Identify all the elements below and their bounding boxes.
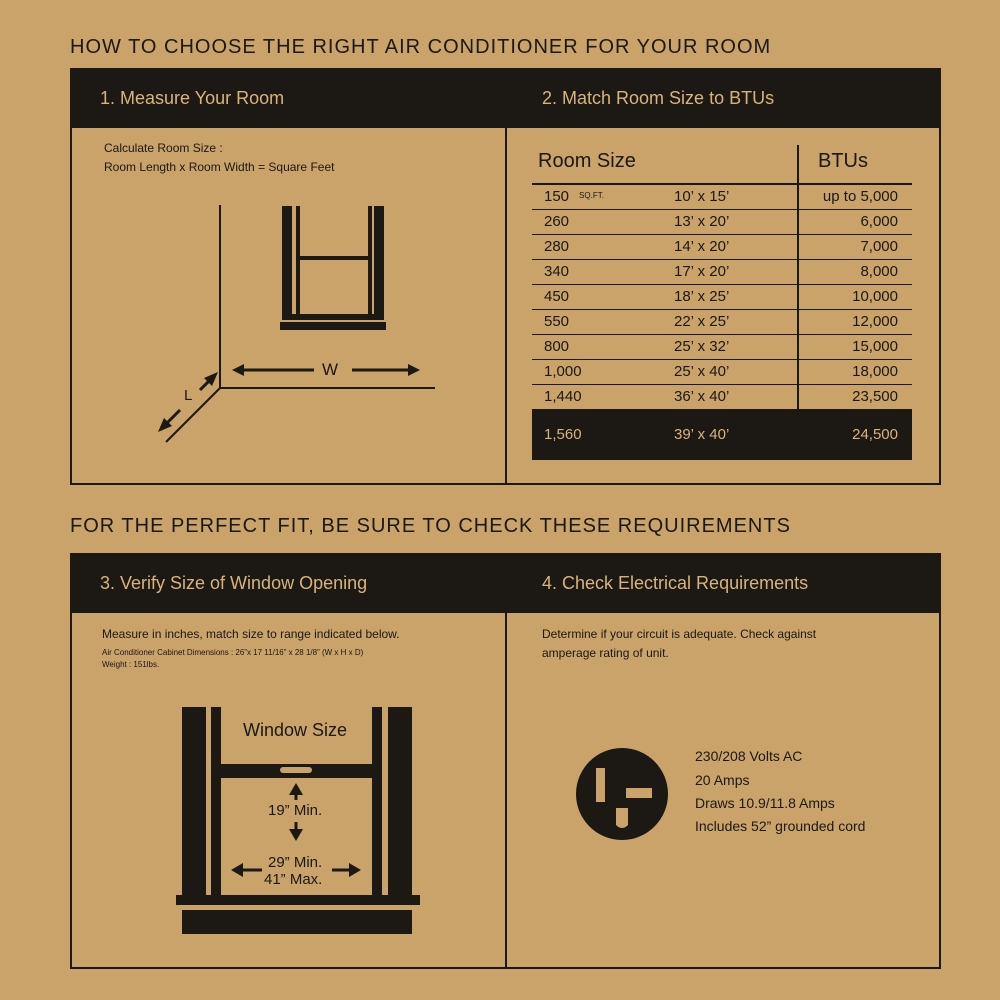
row-dims: 22’ x 25’: [674, 313, 730, 330]
measure-instructions: Measure in inches, match size to range indicated below.: [102, 627, 400, 641]
row-btu: 7,000: [860, 238, 898, 255]
spec-amps: 20 Amps: [695, 772, 750, 788]
panel2-title: 2. Match Room Size to BTUs: [542, 88, 775, 108]
calc-room-size-label: Calculate Room Size :: [104, 141, 223, 155]
row-dims: 25’ x 40’: [674, 363, 730, 380]
length-label: L: [184, 387, 193, 404]
row-sqft: 1,560: [544, 426, 582, 443]
col-room-size: Room Size: [538, 150, 636, 172]
row-btu: 18,000: [852, 363, 898, 380]
row-dims: 25’ x 32’: [674, 338, 730, 355]
row-sqft: 150: [544, 188, 570, 205]
row-dims: 17’ x 20’: [674, 263, 730, 280]
row-sqft: 1,440: [544, 388, 582, 405]
row-btu: up to 5,000: [822, 188, 898, 205]
row-sqft: 1,000: [544, 363, 582, 380]
row-btu: 15,000: [852, 338, 898, 355]
width-max-label: 41” Max.: [264, 871, 323, 888]
window-latch-icon: [280, 767, 312, 773]
row-dims: 10’ x 15’: [674, 188, 730, 205]
spec-cord: Includes 52” grounded cord: [695, 818, 866, 834]
row-dims: 36’ x 40’: [674, 388, 730, 405]
heading-requirements: FOR THE PERFECT FIT, BE SURE TO CHECK THESE REQUIREMENTS: [70, 515, 791, 537]
row-sqft: 340: [544, 263, 570, 280]
row-dims: 39’ x 40’: [674, 426, 730, 443]
cabinet-dimensions: Air Conditioner Cabinet Dimensions : 26”x 17 11/16” x 28 1/8” (W x H x D): [102, 648, 364, 657]
row-btu: 24,500: [852, 426, 898, 443]
width-label: W: [322, 360, 339, 379]
row-sqft: 450: [544, 288, 570, 305]
row-dims: 13’ x 20’: [674, 213, 730, 230]
row-btu: 6,000: [860, 213, 898, 230]
width-min-label: 29” Min.: [268, 854, 323, 871]
row-btu: 8,000: [860, 263, 898, 280]
heading-choose-ac: HOW TO CHOOSE THE RIGHT AIR CONDITIONER FOR YOUR ROOM: [70, 36, 772, 58]
panel3-title: 3. Verify Size of Window Opening: [100, 573, 368, 593]
unit-weight: Weight : 151lbs.: [102, 660, 160, 669]
row-btu: 12,000: [852, 313, 898, 330]
row-dims: 18’ x 25’: [674, 288, 730, 305]
row-btu: 10,000: [852, 288, 898, 305]
spec-draws: Draws 10.9/11.8 Amps: [695, 795, 835, 811]
row-sqft: 550: [544, 313, 570, 330]
spec-voltage: 230/208 Volts AC: [695, 748, 803, 764]
panel4-title: 4. Check Electrical Requirements: [542, 573, 809, 593]
row-sqft: 280: [544, 238, 570, 255]
height-min-label: 19” Min.: [268, 802, 323, 819]
col-btus: BTUs: [818, 150, 868, 172]
window-size-label: Window Size: [243, 720, 348, 740]
room-formula-text: Room Length x Room Width = Square Feet: [104, 160, 335, 174]
row-sqft: 260: [544, 213, 570, 230]
sqft-unit: SQ.FT.: [579, 191, 604, 200]
row-btu: 23,500: [852, 388, 898, 405]
circuit-instructions-cont: amperage rating of unit.: [542, 646, 669, 660]
outlet-icon: [576, 748, 668, 840]
circuit-instructions: Determine if your circuit is adequate. Check against: [542, 627, 817, 641]
row-dims: 14’ x 20’: [674, 238, 730, 255]
panel1-title: 1. Measure Your Room: [100, 88, 285, 108]
row-sqft: 800: [544, 338, 570, 355]
